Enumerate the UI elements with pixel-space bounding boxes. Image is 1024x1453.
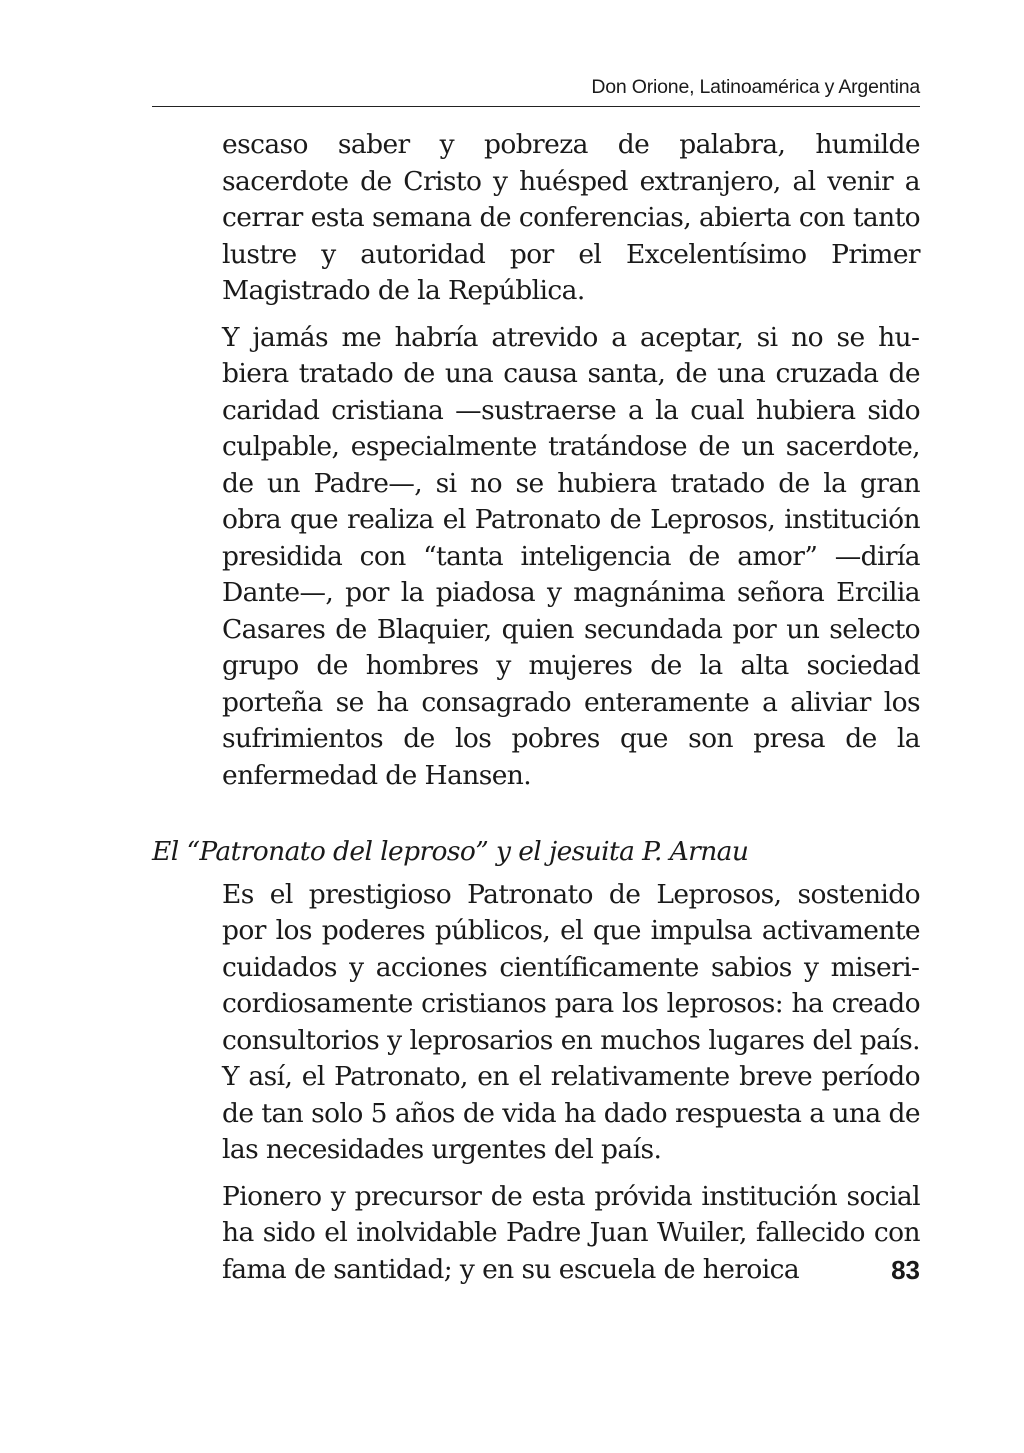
running-head-title: Don Orione, Latinoamérica y Argentina [591, 76, 920, 98]
body-paragraph: Pionero y precursor de esta próvida institución social ha sido el inolvidable Padre Juan Wuiler, fallecido con fama de santidad; y en su escuela de heroica [222, 1180, 920, 1285]
body-paragraph: escaso saber y pobreza de palabra, humilde sacerdote de Cristo y huésped extranjero, al venir a cerrar esta semana de conferencias, abierta con tanto lustre y autoridad por el Excelentísimo Primer Magistrado de la República. [222, 129, 920, 306]
page-number: 83 [891, 1255, 920, 1285]
body-paragraph: Y jamás me habría atrevido a aceptar, si no se hubiera tratado de una causa santa, de una cruzada de caridad cristiana —sustraerse a la cual hubiera sido culpable, especialmente tratándose de un sacerdote, de un Padre—, si no se hubiera tratado de la gran obra que realiza el Patronato de Leprosos, institución presidida con “tanta inteligencia de amor” —diría Dante—, por la piadosa y magnánima señora Ercilia Casares de Blaquier, quien secundada por un selecto grupo de hombres y mujeres de la alta sociedad porteña se ha consagrado enteramente a aliviar los sufrimientos de los pobres que son presa de la enfermedad de Hansen. [222, 321, 920, 791]
page-body [152, 127, 920, 1298]
body-paragraph: Es el prestigioso Patronato de Leprosos, sostenido por los poderes públicos, el que impulsa activamente cuidados y acciones científicamente sabios y misericordiosamente cristianos para los leprosos: ha creado consultorios y leprosarios en muchos lugares del país. Y así, el Patronato, en el relativamente breve período de tan solo 5 años de vida ha dado respuesta a una de las necesidades urgentes del país. [222, 878, 920, 1165]
running-head [152, 74, 920, 107]
section-heading: El “Patronato del leproso” y el jesuita P. Arnau [152, 836, 749, 867]
